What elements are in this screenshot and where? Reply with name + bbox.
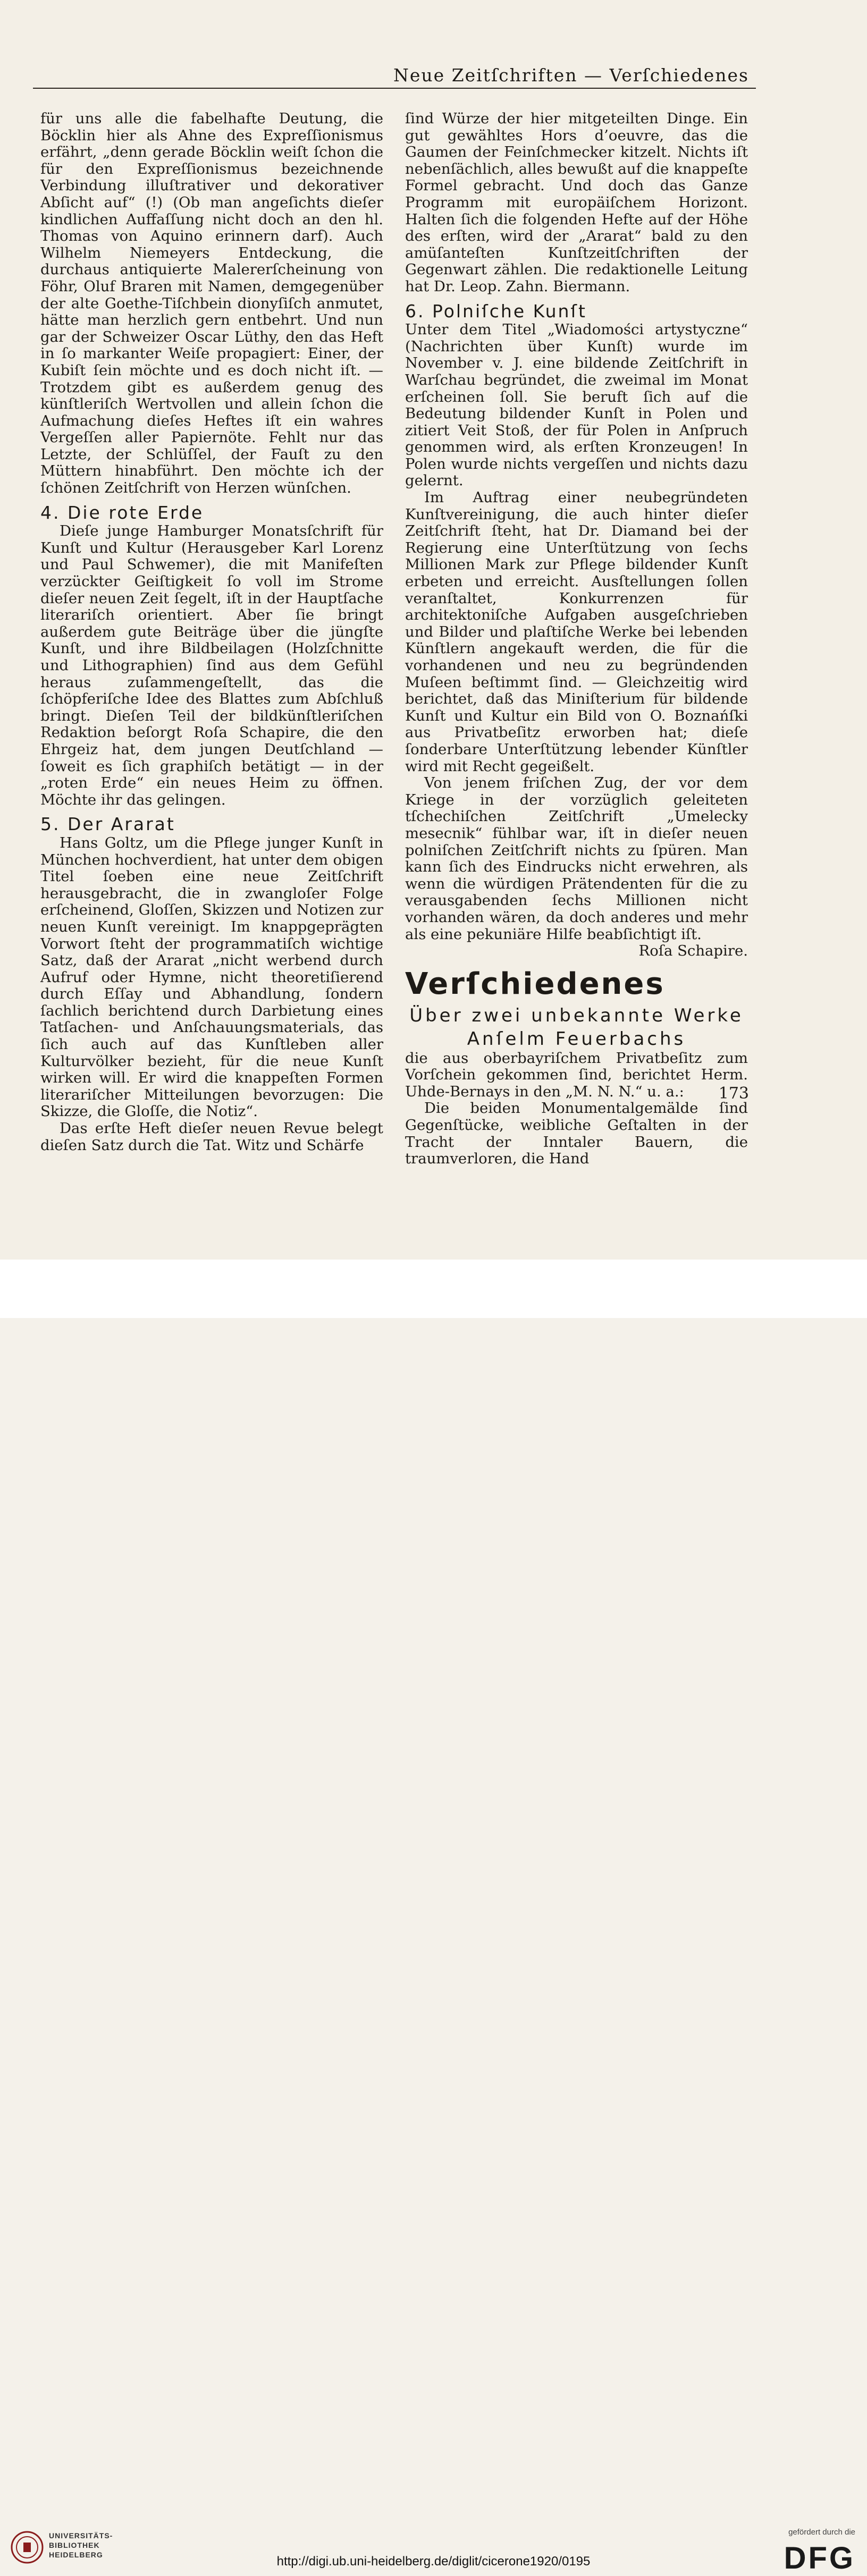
paragraph: für uns alle die fabelhafte Deutung, die Böcklin hier als Ahne des Expreſſionismus erfährt, „denn gerade Böcklin weiſt ſchon die für den Expreſſionismus bezeichnende Verbindung illuſtrativer und dekorativer Abſicht auf“ (!) (Ob man angeſichts dieſer kindlichen Auffaſſung nicht doch an den hl. Thomas von Aquino erinnern darf). Auch Wilhelm Niemeyers Entdeckung, die durchaus antiquierte Malererſcheinung von Föhr, Oluf Braren mit Namen, demgegenüber der alte Goethe-Tiſchbein dionyſiſch anmutet, hätte man herzlich gern entbehrt. Und nun gar der Schweizer Oscar Lüthy, den das Heft in ſo markanter Weiſe propagiert: Einer, der Kubiſt ſein möchte und es doch nicht iſt. — Trotzdem gibt es außerdem genug des künſtleriſch Wertvollen und allein ſchon die Aufmachung dieſes Heftes iſt ein wahres Vergeſſen aller Papiernöte. Fehlt nur das Letzte, der Schlüſſel, der Fauſt zu den Müttern hinabführt. Den möchte ich der ſchönen Zeitſchrift von Herzen wünſchen. xyxy=(40,110,383,497)
author-signature: Roſa Schapire. xyxy=(638,942,748,960)
paragraph: Von jenem friſchen Zug, der vor dem Kriege in der vorzüglich geleiteten tſchechiſchen Zeitſchrift „Umelecky mesecnik“ fühlbar war, iſt in dieſer neuen polniſchen Zeitſchrift nichts zu ſpüren. Man kann ſich des Eindrucks nicht erwehren, als wenn die würdigen Prätendenten für die zu verausgabenden ſechs Millionen nicht vorhanden wären, da doch anderes und mehr als eine pekuniäre Hilfe beabſichtigt iſt. xyxy=(405,774,748,943)
dfg-logo: DFG xyxy=(784,2541,855,2575)
left-column xyxy=(40,111,383,1154)
scanned-page xyxy=(0,0,867,1260)
paragraph: Das erſte Heft dieſer neuen Revue belegt dieſen Satz durch die Tat. Witz und Schärfe xyxy=(40,1120,383,1154)
sub-heading: Anſelm Feuerbachs xyxy=(467,1028,686,1050)
paragraph: Hans Goltz, um die Pflege junger Kunſt in München hochverdient, hat unter dem obigen Titel ſoeben eine neue Zeitſchrift herausgebracht, die in zwangloſer Folge erſcheinend, Gloſſen, Skizzen und Notizen zur neuen Kunſt vereinigt. Im knappgeprägten Vorwort ſteht der programmatiſch wichtige Satz, daß der Ararat „nicht werbend durch Aufruf oder Hymne, nicht theoretiſierend durch Eſſay und Abhandlung, ſondern ſachlich berichtend durch Darbietung eines Tatſachen- und Anſchauungsmaterials, das ſich auch auf das Kunſtleben aller Kulturvölker bezieht, für die neue Kunſt wirken will. Er wird die knappeſten Formen literariſcher Mitteilungen bevorzugen: Die Skizze, die Gloſſe, die Notiz“. xyxy=(40,834,383,1120)
paragraph: Unter dem Titel „Wiadomości artystyczne“ (Nachrichten über Kunſt) wurde im November v. J. eine bildende Zeitſchrift in Warſchau begründet, die zweimal im Monat erſcheinen ſoll. Sie beruft ſich auf die Bedeutung bildender Kunſt in Polen und zitiert Veit Stoß, der für Polen in Anſpruch genommen wird, als erſten Kronzeugen! In Polen wurde nichts vergeſſen und nichts dazu gelernt. xyxy=(405,321,748,489)
sub-heading: Über zwei unbekannte Werke xyxy=(409,1004,744,1026)
funding-caption: gefördert durch die xyxy=(788,2528,855,2537)
page-number: 173 xyxy=(718,1084,749,1103)
institution-line: BIBLIOTHEK xyxy=(49,2541,100,2549)
section-heading: 4. Die rote Erde xyxy=(40,502,204,523)
section-heading: 5. Der Ararat xyxy=(40,814,175,835)
institution-line: HEIDELBERG xyxy=(49,2550,103,2559)
paragraph: Die beiden Monumentalgemälde ſind Gegenſtücke, weibliche Geſtalten in der Tracht der Inntaler Bauern, die traumverloren, die Hand xyxy=(405,1100,748,1168)
major-heading: Verſchiedenes xyxy=(405,966,665,1001)
paragraph: ſind Würze der hier mitgeteilten Dinge. Ein gut gewähltes Hors d’oeuvre, das die Gaumen der Feinſchmecker kitzelt. Nichts iſt nebenſächlich, alles bewußt auf die knappeſte Formel gebracht. Und doch das Ganze Programm mit europäiſchem Horizont. Halten ſich die folgenden Hefte auf der Höhe des erſten, wird der „Ararat“ bald zu den amüſanteſten Kunſtzeitſchriften der Gegenwart zählen. Die redaktionelle Leitung hat Dr. Leop. Zahn. Biermann. xyxy=(405,110,748,295)
permalink-url[interactable]: http://digi.ub.uni-heidelberg.de/diglit/cicerone1920/0195 xyxy=(276,2554,591,2569)
paragraph: Dieſe junge Hamburger Monatsſchrift für Kunſt und Kultur (Herausgeber Karl Lorenz und Paul Schwemer), die mit Manifeſten verzückter Geiſtigkeit ſo voll im Strome dieſer neuen Zeit ſegelt, iſt in der Hauptſache literariſch orientiert. Aber ſie bringt außerdem gute Beiträge über die jüngſte Kunſt, und ihre Bildbeilagen (Holzſchnitte und Lithographien) ſind aus dem Gefühl heraus zuſammengeſtellt, das die ſchöpferiſche Idee des Blattes zum Abſchluß bringt. Dieſen Teil der bildkünſtleriſchen Redaktion beſorgt Roſa Schapire, die den Ehrgeiz hat, dem jungen Deutſchland — ſoweit es ſich graphiſch betätigt — in der „roten Erde“ ein neues Heim zu öffnen. Möchte ihr das gelingen. xyxy=(40,522,383,808)
right-column xyxy=(405,111,748,1168)
running-head: Neue Zeitſchriften — Verſchiedenes xyxy=(393,65,749,86)
viewer-footer xyxy=(0,1260,867,2575)
header-rule xyxy=(33,88,756,89)
institution-line: UNIVERSITÄTS- xyxy=(49,2531,113,2540)
paragraph: die aus oberbayriſchem Privatbeſitz zum Vorſchein gekommen ſind, berichtet Herm. Uhde-Bernays in den „M. N. N.“ u. a.: xyxy=(405,1049,748,1100)
section-heading: 6. Polniſche Kunſt xyxy=(405,300,587,322)
paragraph: Im Auftrag einer neubegründeten Kunſtvereinigung, die auch hinter dieſer Zeitſchrift ſteht, hat Dr. Diamand bei der Regierung eine Unterſtützung von ſechs Millionen Mark zur Pflege bildender Kunſt erbeten und erreicht. Ausſtellungen ſollen veranſtaltet, Konkurrenzen für architektoniſche Aufgaben ausgeſchrieben und Bilder und plaſtiſche Werke bei lebenden Künſtlern angekauft werden, die für die vorhandenen und neu zu begründenden Muſeen beſtimmt ſind. — Gleichzeitig wird berichtet, daß das Miniſterium für bildende Kunſt und Kultur ein Bild von O. Boznańſki aus Privatbeſitz erworben hat; dieſe ſonderbare Unterſtützung lebender Künſtler wird mit Recht gegeißelt. xyxy=(405,489,748,775)
